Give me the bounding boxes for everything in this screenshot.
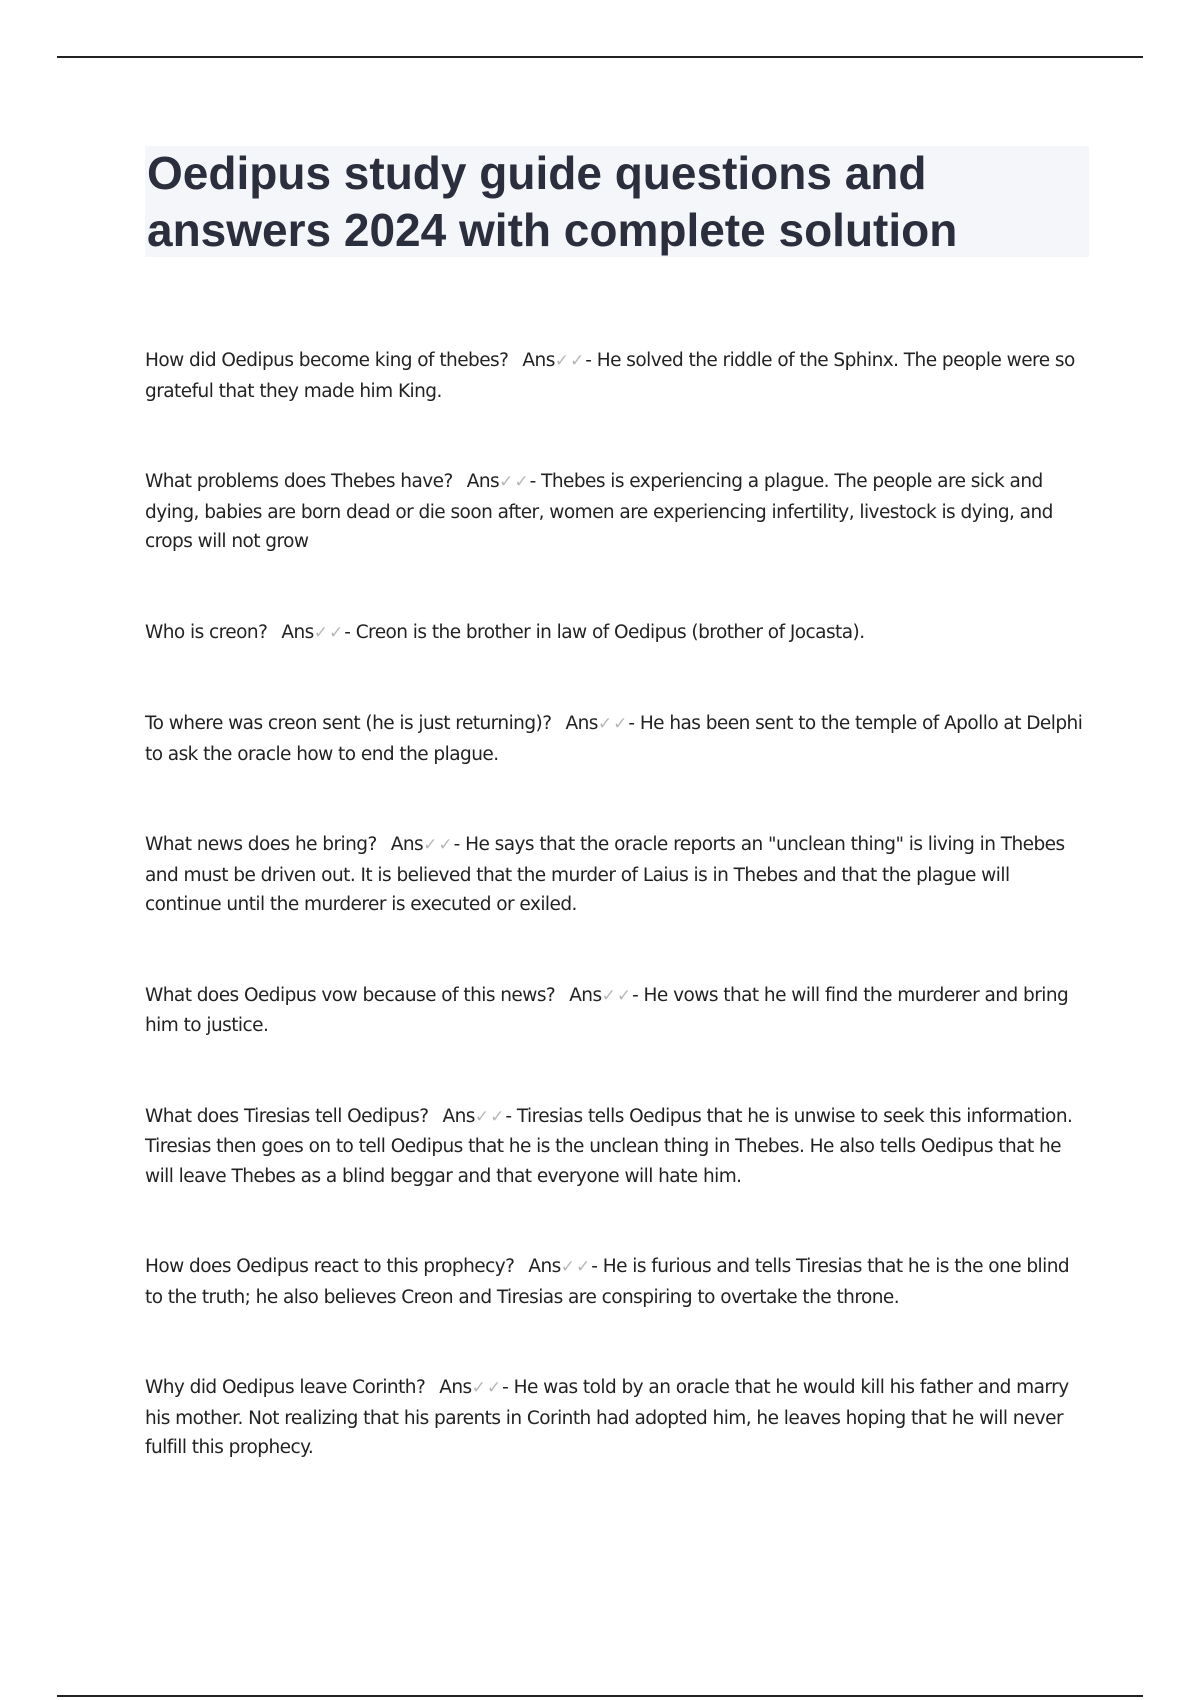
question-text: What problems does Thebes have?: [145, 471, 453, 492]
question-text: What does Tiresias tell Oedipus?: [145, 1105, 429, 1127]
check-icon: ✓✓: [474, 1106, 506, 1127]
qa-item: [145, 709, 1090, 769]
answer-separator: -: [585, 350, 597, 371]
answer-text: He was told by an oracle that he would kill his father and marry his mother. Not realizing that his parents in Corinth had adopted him, he leaves hoping that he will never fulfill this prophecy.: [145, 1377, 1069, 1458]
answer-prefix: Ans: [565, 713, 598, 734]
question-text: What does Oedipus vow because of this news?: [145, 984, 556, 1006]
check-icon: ✓✓: [499, 472, 530, 492]
answer-separator: -: [505, 1105, 517, 1127]
check-icon: ✓✓: [423, 835, 454, 855]
check-icon: ✓✓: [554, 351, 586, 371]
bottom-rule: [57, 1695, 1143, 1697]
answer-text: He vows that he will find the murderer and bring him to justice.: [145, 984, 1069, 1036]
answer-separator: -: [453, 834, 466, 855]
answer-separator: -: [502, 1377, 514, 1398]
qa-item: [145, 1102, 1090, 1192]
check-icon: ✓✓: [560, 1257, 592, 1277]
question-text: How did Oedipus become king of thebes?: [145, 350, 509, 371]
answer-text: He has been sent to the temple of Apollo at Delphi to ask the oracle how to end the plague.: [145, 713, 1083, 765]
answer-text: He is furious and tells Tiresias that he is the one blind to the truth; he also believes Creon and Tiresias are conspiring to overtake the throne.: [145, 1256, 1070, 1308]
question-text: Who is creon?: [145, 621, 268, 643]
answer-text: Creon is the brother in law of Oedipus (brother of Jocasta).: [355, 621, 865, 643]
qa-item: [145, 618, 1090, 649]
qa-item: [145, 346, 1090, 406]
check-icon: ✓✓: [597, 714, 629, 734]
answer-text: He solved the riddle of the Sphinx. The people were so grateful that they made him King.: [145, 350, 1075, 402]
qa-list: [145, 346, 1090, 1463]
qa-item: [145, 830, 1090, 920]
answer-prefix: Ans: [569, 984, 602, 1006]
answer-separator: -: [632, 984, 644, 1006]
answer-prefix: Ans: [442, 1105, 475, 1127]
qa-item: [145, 1373, 1090, 1463]
check-icon: ✓✓: [313, 622, 345, 643]
answer-prefix: Ans: [528, 1256, 561, 1277]
top-rule: [57, 56, 1143, 58]
answer-prefix: Ans: [439, 1377, 472, 1398]
check-icon: ✓✓: [601, 985, 633, 1006]
answer-separator: -: [529, 471, 542, 492]
answer-separator: -: [591, 1256, 603, 1277]
title-block: [145, 146, 1089, 257]
answer-separator: -: [628, 713, 640, 734]
document-title: Oedipus study guide questions and answers 2024 with complete solution: [147, 147, 958, 256]
answer-prefix: Ans: [281, 621, 314, 643]
question-text: To where was creon sent (he is just returning)?: [145, 713, 552, 734]
answer-text: Tiresias tells Oedipus that he is unwise to seek this information. Tiresias then goes on to tell Oedipus that he is the unclean thing in Thebes. He also tells Oedipus that he will leave Thebes as a blind beggar and that everyone will hate him.: [145, 1105, 1073, 1187]
question-text: What news does he bring?: [145, 834, 377, 855]
answer-separator: -: [344, 621, 356, 643]
answer-prefix: Ans: [466, 471, 500, 492]
qa-item: [145, 981, 1090, 1041]
answer-prefix: Ans: [390, 834, 424, 855]
answer-prefix: Ans: [522, 350, 555, 371]
question-text: How does Oedipus react to this prophecy?: [145, 1256, 515, 1277]
qa-item: [145, 1252, 1090, 1312]
qa-item: [145, 467, 1090, 557]
answer-text: Thebes is experiencing a plague. The people are sick and dying, babies are born dead or die soon after, women are experiencing infertility, livestock is dying, and crops will not grow: [145, 471, 1053, 552]
check-icon: ✓✓: [471, 1378, 503, 1398]
question-text: Why did Oedipus leave Corinth?: [145, 1377, 426, 1398]
answer-text: He says that the oracle reports an "unclean thing" is living in Thebes and must be driven out. It is believed that the murder of Laius is in Thebes and that the plague will continue until the murderer is executed or exiled.: [145, 834, 1065, 915]
